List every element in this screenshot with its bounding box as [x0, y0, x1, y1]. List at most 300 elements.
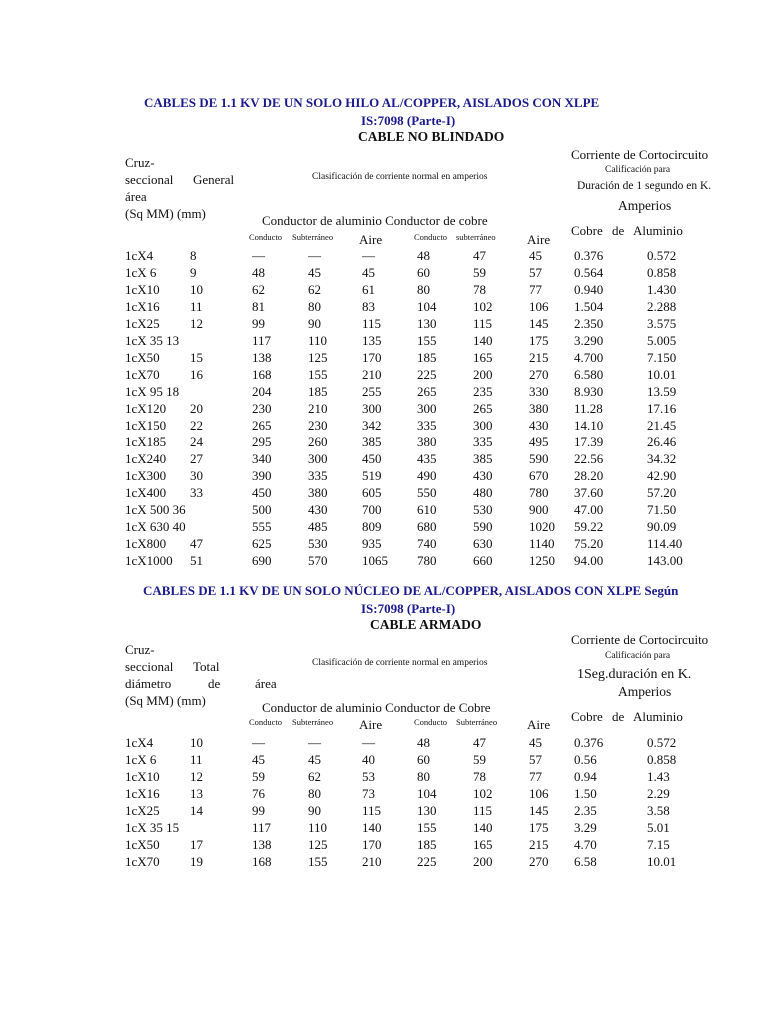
cell-c2: 155 — [308, 366, 328, 382]
table1-col-de: de — [612, 223, 625, 238]
cell-c2: — — [308, 735, 321, 750]
cell-c7: 14.10 — [574, 417, 604, 433]
table2-header-cross-2: seccional — [125, 659, 174, 674]
cell-c4: 490 — [417, 468, 437, 484]
cell-c7: 11.28 — [574, 400, 603, 416]
cell-c2: — — [308, 248, 321, 263]
cell-c8: 5.01 — [647, 820, 670, 835]
cell-c7: 3.29 — [574, 820, 597, 835]
cell-c6: 57 — [529, 264, 542, 280]
cell-size: 1cX800 — [125, 536, 167, 552]
cell-size: 1cX16 — [125, 298, 160, 314]
cell-size: 1cX4 — [125, 735, 154, 750]
cell-c8: 42.90 — [647, 468, 677, 484]
cell-c2: 430 — [308, 502, 328, 518]
cell-c8: 5.005 — [647, 332, 677, 348]
cell-c2: 110 — [308, 332, 328, 348]
cell-c1: 48 — [252, 264, 265, 280]
cell-size: 1cX 500 36 — [125, 502, 186, 518]
table1-short-circuit-1: Corriente de Cortocircuito — [571, 147, 709, 162]
cell-c3: 605 — [362, 485, 382, 501]
cell-c6: 780 — [529, 485, 549, 501]
cell-c3: 40 — [362, 752, 375, 767]
cell-c5: 59 — [473, 752, 486, 767]
cell-c7: 3.290 — [574, 332, 604, 348]
cell-c6: 1250 — [529, 553, 555, 569]
cell-c1: 117 — [252, 332, 272, 348]
cell-c4: 225 — [417, 854, 437, 869]
cell-c3: 115 — [362, 315, 382, 331]
cell-c1: 265 — [252, 417, 272, 433]
table2-header-cross-1: Cruz- — [125, 642, 155, 657]
cell-c5: 200 — [473, 854, 493, 869]
cell-c1: — — [252, 735, 265, 750]
cell-c3: 519 — [362, 468, 382, 484]
cell-c6: 380 — [529, 400, 549, 416]
cell-c2: 62 — [308, 281, 321, 297]
cell-size: 1cX50 — [125, 837, 160, 852]
cell-size: 1cX240 — [125, 451, 167, 467]
cell-dia: 12 — [190, 769, 203, 784]
cell-c7: 0.56 — [574, 752, 597, 767]
cell-dia: 9 — [190, 264, 197, 280]
cell-c2: 485 — [308, 519, 328, 535]
cell-c1: 500 — [252, 502, 272, 518]
cell-size: 1cX50 — [125, 349, 160, 365]
table2-col-de: de — [612, 709, 625, 724]
cell-c1: 690 — [252, 553, 272, 569]
cell-c7: 2.350 — [574, 315, 604, 331]
cell-c3: 300 — [362, 400, 382, 416]
table2-short-circuit-2: Calificación para — [605, 651, 671, 661]
cell-c1: 450 — [252, 485, 272, 501]
table2-sub-aire-1: Aire — [359, 717, 383, 732]
cell-c7: 8.930 — [574, 383, 604, 399]
cell-c7: 28.20 — [574, 468, 604, 484]
table2-standard: IS:7098 (Parte-I) — [361, 601, 456, 616]
cell-c4: 130 — [417, 315, 437, 331]
cell-c2: 185 — [308, 383, 328, 399]
cell-c2: 125 — [308, 349, 328, 365]
cell-c8: 0.572 — [647, 735, 677, 750]
cell-c1: — — [252, 248, 265, 263]
cell-c1: 81 — [252, 298, 265, 314]
cell-c3: 170 — [362, 349, 382, 365]
cell-c3: 135 — [362, 332, 382, 348]
cell-c8: 1.43 — [647, 769, 670, 784]
cell-c6: 145 — [529, 803, 549, 818]
cell-c6: 670 — [529, 468, 549, 484]
cell-c6: 1140 — [529, 536, 555, 552]
cell-c3: 53 — [362, 769, 375, 784]
table2-sub-conducto-2: Conducto — [414, 717, 448, 727]
cell-c5: 385 — [473, 451, 493, 467]
cell-c1: 59 — [252, 769, 265, 784]
table1-header-cross-2: seccional — [125, 172, 174, 187]
cell-c3: 170 — [362, 837, 382, 852]
cell-c6: 77 — [529, 769, 542, 784]
table2-col-cobre: Cobre — [571, 709, 603, 724]
cell-c1: 625 — [252, 536, 272, 552]
cell-dia: 10 — [190, 735, 203, 750]
table1-sub-aire-1: Aire — [359, 232, 383, 247]
cell-size: 1cX 35 15 — [125, 820, 180, 835]
cell-c1: 340 — [252, 451, 272, 467]
cell-c3: 809 — [362, 519, 382, 535]
cell-c7: 22.56 — [574, 451, 604, 467]
cell-c7: 47.00 — [574, 502, 604, 518]
cell-c3: — — [362, 248, 375, 263]
cell-c1: 99 — [252, 315, 265, 331]
cell-c5: 140 — [473, 332, 493, 348]
cell-c2: 155 — [308, 854, 328, 869]
cell-c8: 0.858 — [647, 264, 677, 280]
cell-c3: 1065 — [362, 553, 388, 569]
cell-c5: 265 — [473, 400, 493, 416]
cell-c7: 0.376 — [574, 735, 604, 750]
cell-c5: 480 — [473, 485, 493, 501]
cell-c6: 57 — [529, 752, 542, 767]
cell-c1: 295 — [252, 434, 272, 450]
table2-header-cross-4: (Sq MM) (mm) — [125, 693, 206, 708]
cell-c4: 380 — [417, 434, 437, 450]
cell-size: 1cX70 — [125, 366, 160, 382]
cell-c4: 155 — [417, 332, 437, 348]
cell-c2: 80 — [308, 298, 321, 314]
cell-c5: 165 — [473, 349, 493, 365]
cell-c2: 80 — [308, 786, 321, 801]
cell-c2: 380 — [308, 485, 328, 501]
cell-c5: 140 — [473, 820, 493, 835]
cell-c8: 7.150 — [647, 349, 677, 365]
cell-c7: 0.376 — [574, 248, 604, 263]
cell-c1: 555 — [252, 519, 272, 535]
cell-c7: 59.22 — [574, 519, 604, 535]
table2-short-circuit-1: Corriente de Cortocircuito — [571, 632, 709, 647]
cell-c8: 10.01 — [647, 854, 677, 869]
cell-c5: 47 — [473, 248, 486, 263]
cell-c1: 204 — [252, 383, 272, 399]
cell-dia: 19 — [190, 854, 203, 869]
cell-c6: 77 — [529, 281, 542, 297]
cell-c8: 26.46 — [647, 434, 677, 450]
cell-size: 1cX 95 18 — [125, 383, 180, 399]
cell-size: 1cX150 — [125, 417, 167, 433]
table1-sub-conducto-2: Conducto — [414, 232, 448, 242]
cell-c2: 210 — [308, 400, 328, 416]
cell-c4: 435 — [417, 451, 437, 467]
cell-c5: 660 — [473, 553, 493, 569]
cell-c8: 10.01 — [647, 366, 677, 382]
table1-subtitle: CABLE NO BLINDADO — [358, 129, 505, 144]
cell-c8: 2.288 — [647, 298, 677, 314]
cell-c2: 90 — [308, 803, 321, 818]
cell-c1: 62 — [252, 281, 265, 297]
cell-c2: 260 — [308, 434, 328, 450]
cell-c1: 138 — [252, 837, 272, 852]
table2-header-total: Total — [193, 659, 220, 674]
cell-c3: 255 — [362, 383, 382, 399]
cell-c4: 48 — [417, 248, 430, 263]
table1-header-general: General — [193, 172, 235, 187]
cell-c6: 215 — [529, 349, 549, 365]
cell-c5: 335 — [473, 434, 493, 450]
cell-c7: 0.940 — [574, 281, 604, 297]
table1-col-aluminio: Aluminio — [633, 223, 683, 238]
cell-size: 1cX70 — [125, 854, 160, 869]
table2-header-cross-3: diámetro — [125, 676, 172, 691]
cell-c7: 4.70 — [574, 837, 597, 852]
cell-c4: 610 — [417, 502, 437, 518]
table2-short-circuit-3: 1Seg.duración en K. — [577, 667, 692, 682]
cell-size: 1cX 6 — [125, 264, 157, 280]
cell-c4: 780 — [417, 553, 437, 569]
table2-rating-label: Clasificación de corriente normal en amperios — [312, 658, 488, 668]
cell-c6: 45 — [529, 248, 542, 263]
table2-sub-subterraneo-1: Subterráneo — [292, 717, 334, 727]
cell-c8: 13.59 — [647, 383, 677, 399]
cell-size: 1cX25 — [125, 803, 160, 818]
cell-c4: 60 — [417, 752, 430, 767]
cell-dia: 15 — [190, 349, 203, 365]
cell-dia: 27 — [190, 451, 203, 467]
cell-c4: 185 — [417, 349, 437, 365]
cell-size: 1cX16 — [125, 786, 160, 801]
cell-c7: 1.50 — [574, 786, 597, 801]
cell-c3: 115 — [362, 803, 382, 818]
cell-c7: 1.504 — [574, 298, 604, 314]
table2-sub-aire-2: Aire — [527, 717, 551, 732]
table2-header-de: de — [208, 676, 221, 691]
cell-c8: 90.09 — [647, 519, 677, 535]
cell-c5: 115 — [473, 315, 493, 331]
cell-c4: 48 — [417, 735, 430, 750]
cell-c5: 530 — [473, 502, 493, 518]
cell-c8: 143.00 — [647, 553, 683, 569]
cell-size: 1cX 6 — [125, 752, 157, 767]
cell-c3: 45 — [362, 264, 375, 280]
cell-size: 1cX 630 40 — [125, 519, 186, 535]
cell-c4: 550 — [417, 485, 437, 501]
cell-c5: 78 — [473, 281, 486, 297]
cell-c6: 145 — [529, 315, 549, 331]
cell-c6: 45 — [529, 735, 542, 750]
cell-c7: 0.94 — [574, 769, 597, 784]
cell-c1: 76 — [252, 786, 265, 801]
cell-c7: 37.60 — [574, 485, 604, 501]
cell-c2: 90 — [308, 315, 321, 331]
cell-c4: 300 — [417, 400, 437, 416]
cell-c6: 270 — [529, 854, 549, 869]
cell-dia: 13 — [190, 786, 203, 801]
table1-short-circuit-3: Duración de 1 segundo en K. — [577, 180, 712, 192]
table1-title: CABLES DE 1.1 KV DE UN SOLO HILO AL/COPPER, AISLADOS CON XLPE — [144, 95, 600, 110]
table1-header-cross-3: área — [125, 189, 147, 204]
table2-conductor-labels: Conductor de aluminio Conductor de Cobre — [262, 700, 491, 715]
cell-c6: 330 — [529, 383, 549, 399]
cell-c2: 300 — [308, 451, 328, 467]
cell-c7: 17.39 — [574, 434, 604, 450]
cell-size: 1cX1000 — [125, 553, 173, 569]
cell-c1: 45 — [252, 752, 265, 767]
cell-c5: 59 — [473, 264, 486, 280]
cell-c3: 342 — [362, 417, 382, 433]
cell-c2: 45 — [308, 264, 321, 280]
cell-c4: 155 — [417, 820, 437, 835]
cell-dia: 51 — [190, 553, 203, 569]
cell-c5: 200 — [473, 366, 493, 382]
cell-c6: 175 — [529, 820, 549, 835]
cell-c7: 4.700 — [574, 349, 604, 365]
table1-header-cross-4: (Sq MM) (mm) — [125, 206, 206, 221]
cell-size: 1cX300 — [125, 468, 167, 484]
cell-c6: 215 — [529, 837, 549, 852]
cell-c2: 230 — [308, 417, 328, 433]
cell-c2: 62 — [308, 769, 321, 784]
cell-c8: 3.58 — [647, 803, 670, 818]
cell-c4: 80 — [417, 281, 430, 297]
table1-conductor-labels: Conductor de aluminio Conductor de cobre — [262, 213, 488, 228]
cell-c5: 115 — [473, 803, 493, 818]
table2-sub-subterraneo-2: Subterráneo — [456, 717, 498, 727]
cell-c5: 590 — [473, 519, 493, 535]
cell-dia: 16 — [190, 366, 203, 382]
cell-c4: 104 — [417, 786, 437, 801]
cell-dia: 33 — [190, 485, 203, 501]
cell-dia: 11 — [190, 298, 203, 314]
table1-header-cross-1: Cruz- — [125, 155, 155, 170]
cell-c4: 80 — [417, 769, 430, 784]
cell-size: 1cX 35 13 — [125, 332, 180, 348]
cell-c6: 495 — [529, 434, 549, 450]
cell-c4: 680 — [417, 519, 437, 535]
cell-c3: 935 — [362, 536, 382, 552]
table2-title: CABLES DE 1.1 KV DE UN SOLO NÚCLEO DE AL/COPPER, AISLADOS CON XLPE Según — [143, 583, 679, 598]
table2-short-circuit-4: Amperios — [618, 684, 672, 699]
cell-c1: 390 — [252, 468, 272, 484]
table1-sub-aire-2: Aire — [527, 232, 551, 247]
cell-c2: 45 — [308, 752, 321, 767]
cell-c7: 0.564 — [574, 264, 604, 280]
cell-c1: 138 — [252, 349, 272, 365]
cell-c8: 114.40 — [647, 536, 683, 552]
table1-standard: IS:7098 (Parte-I) — [361, 113, 456, 128]
cell-c3: 700 — [362, 502, 382, 518]
cell-c5: 235 — [473, 383, 493, 399]
cell-c5: 78 — [473, 769, 486, 784]
cell-c3: 61 — [362, 281, 375, 297]
table2-sub-conducto-1: Conducto — [249, 717, 283, 727]
cell-size: 1cX25 — [125, 315, 160, 331]
cell-c8: 17.16 — [647, 400, 677, 416]
cell-c8: 34.32 — [647, 451, 677, 467]
cell-c3: — — [362, 735, 375, 750]
cell-c1: 230 — [252, 400, 272, 416]
cell-dia: 30 — [190, 468, 203, 484]
table2-col-aluminio: Aluminio — [633, 709, 683, 724]
cell-dia: 10 — [190, 281, 203, 297]
cell-c5: 430 — [473, 468, 493, 484]
cell-c7: 6.58 — [574, 854, 597, 869]
cell-c3: 450 — [362, 451, 382, 467]
cell-c6: 175 — [529, 332, 549, 348]
cell-c8: 0.572 — [647, 248, 677, 263]
cell-c2: 110 — [308, 820, 328, 835]
cell-c8: 3.575 — [647, 315, 677, 331]
cell-c5: 165 — [473, 837, 493, 852]
table1-sub-subterraneo-1: Subterráneo — [292, 232, 334, 242]
cell-c6: 270 — [529, 366, 549, 382]
cell-dia: 11 — [190, 752, 203, 767]
table1-short-circuit-4: Amperios — [618, 198, 672, 213]
cell-dia: 24 — [190, 434, 203, 450]
cell-dia: 22 — [190, 417, 203, 433]
cell-c6: 1020 — [529, 519, 555, 535]
table1-short-circuit-2: Calificación para — [605, 165, 671, 175]
cell-c1: 168 — [252, 366, 272, 382]
cell-c3: 385 — [362, 434, 382, 450]
cell-c3: 140 — [362, 820, 382, 835]
cell-c5: 300 — [473, 417, 493, 433]
cell-dia: 12 — [190, 315, 203, 331]
cell-c2: 335 — [308, 468, 328, 484]
cell-c4: 335 — [417, 417, 437, 433]
cell-c8: 21.45 — [647, 417, 677, 433]
cell-c4: 225 — [417, 366, 437, 382]
cell-c2: 530 — [308, 536, 328, 552]
cell-size: 1cX10 — [125, 281, 160, 297]
cell-dia: 14 — [190, 803, 203, 818]
table1-sub-subterraneo-2: subterráneo — [456, 232, 496, 242]
cell-c2: 570 — [308, 553, 328, 569]
cell-dia: 17 — [190, 837, 203, 852]
cell-size: 1cX10 — [125, 769, 160, 784]
cell-c5: 102 — [473, 298, 493, 314]
cell-c3: 210 — [362, 366, 382, 382]
cell-c7: 2.35 — [574, 803, 597, 818]
table1-sub-conducto-1: Conducto — [249, 232, 283, 242]
table2-header-area: área — [255, 676, 277, 691]
table1-col-cobre: Cobre — [571, 223, 603, 238]
cell-c8: 2.29 — [647, 786, 670, 801]
cell-c6: 106 — [529, 298, 549, 314]
cell-c3: 83 — [362, 298, 375, 314]
cell-c4: 740 — [417, 536, 437, 552]
cell-c4: 130 — [417, 803, 437, 818]
cell-c8: 57.20 — [647, 485, 677, 501]
cell-size: 1cX185 — [125, 434, 167, 450]
cell-c2: 125 — [308, 837, 328, 852]
cell-c8: 1.430 — [647, 281, 677, 297]
cell-c4: 104 — [417, 298, 437, 314]
cell-dia: 8 — [190, 248, 197, 263]
cell-c5: 47 — [473, 735, 486, 750]
table1-rating-label: Clasificación de corriente normal en amperios — [312, 172, 488, 182]
cell-c3: 210 — [362, 854, 382, 869]
cell-c8: 0.858 — [647, 752, 677, 767]
cell-c5: 102 — [473, 786, 493, 801]
cell-c4: 60 — [417, 264, 430, 280]
cell-c1: 117 — [252, 820, 272, 835]
cell-c4: 265 — [417, 383, 437, 399]
cell-dia: 20 — [190, 400, 203, 416]
cell-c8: 71.50 — [647, 502, 677, 518]
cell-c6: 430 — [529, 417, 549, 433]
cell-size: 1cX4 — [125, 248, 154, 263]
cell-c7: 6.580 — [574, 366, 604, 382]
cell-c6: 900 — [529, 502, 549, 518]
cell-c6: 106 — [529, 786, 549, 801]
